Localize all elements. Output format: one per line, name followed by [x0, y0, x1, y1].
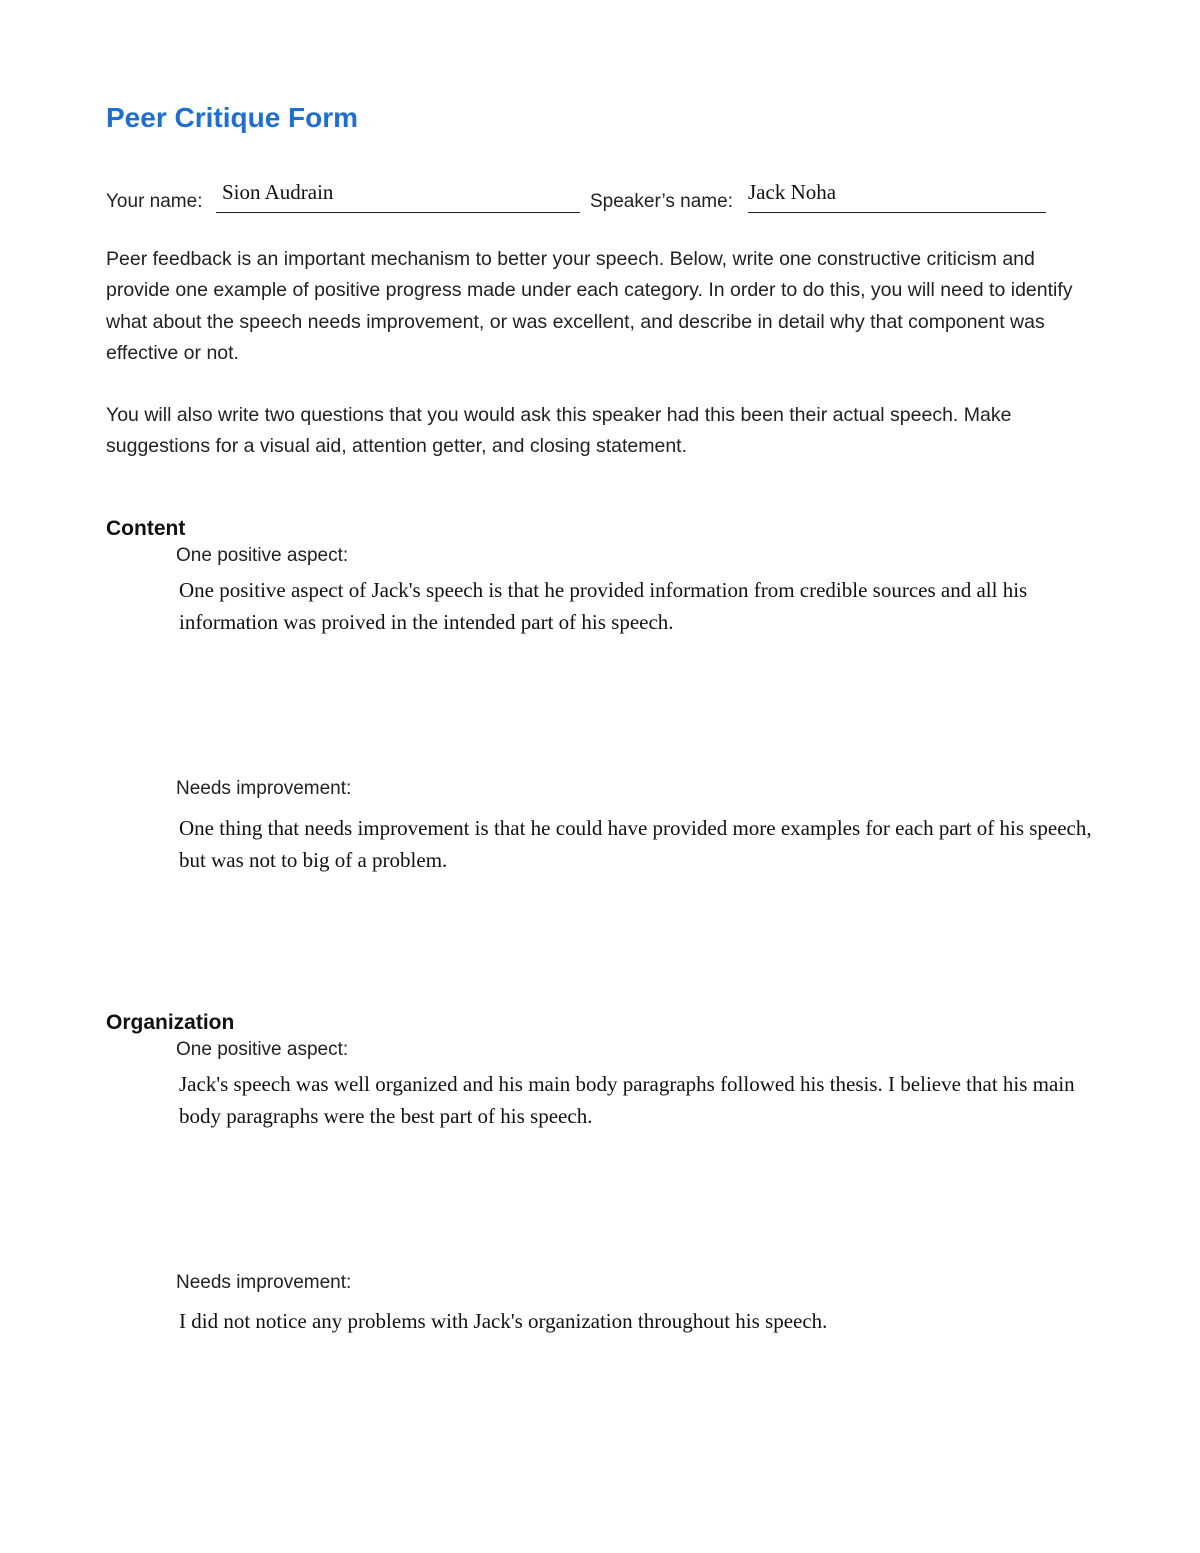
section-heading-content: Content — [106, 517, 186, 540]
content-improvement-label: Needs improvement: — [176, 778, 352, 799]
organization-improvement-answer[interactable]: I did not notice any problems with Jack's organization throughout his speech. — [179, 1309, 828, 1333]
section-heading-organization: Organization — [106, 1011, 235, 1034]
your-name-field[interactable]: Sion Audrain — [222, 180, 334, 204]
name-fields-row — [106, 180, 1066, 220]
speaker-name-field[interactable]: Jack Noha — [748, 180, 837, 204]
organization-positive-label: One positive aspect: — [176, 1039, 349, 1060]
intro-paragraph-1: Peer feedback is an important mechanism to better your speech. Below, write one constructive criticism and provide one example of positive progress made under each category. In order to do this, you will need to identify what about the speech needs improvement, or was excellent, and describe in detail why that component was effective or not. — [106, 248, 1073, 364]
your-name-line — [216, 212, 580, 213]
content-positive-label: One positive aspect: — [176, 545, 349, 566]
organization-improvement-label: Needs improvement: — [176, 1272, 352, 1293]
intro-paragraph-2: You will also write two questions that you would ask this speaker had this been their actual speech. Make suggestions for a visual aid, attention getter, and closing statement. — [106, 404, 1012, 458]
page-title: Peer Critique Form — [106, 102, 359, 133]
speaker-name-line — [748, 212, 1046, 213]
content-positive-answer[interactable]: One positive aspect of Jack's speech is that he provided information from credible sources and all his information was proived in the intended part of his speech. — [179, 578, 1028, 634]
speaker-name-label: Speaker’s name: — [590, 191, 733, 212]
content-improvement-answer[interactable]: One thing that needs improvement is that he could have provided more examples for each part of his speech, but was not to big of a problem. — [179, 816, 1092, 872]
your-name-label: Your name: — [106, 191, 203, 212]
organization-positive-answer[interactable]: Jack's speech was well organized and his main body paragraphs followed his thesis. I believe that his main body paragraphs were the best part of his speech. — [179, 1072, 1075, 1128]
